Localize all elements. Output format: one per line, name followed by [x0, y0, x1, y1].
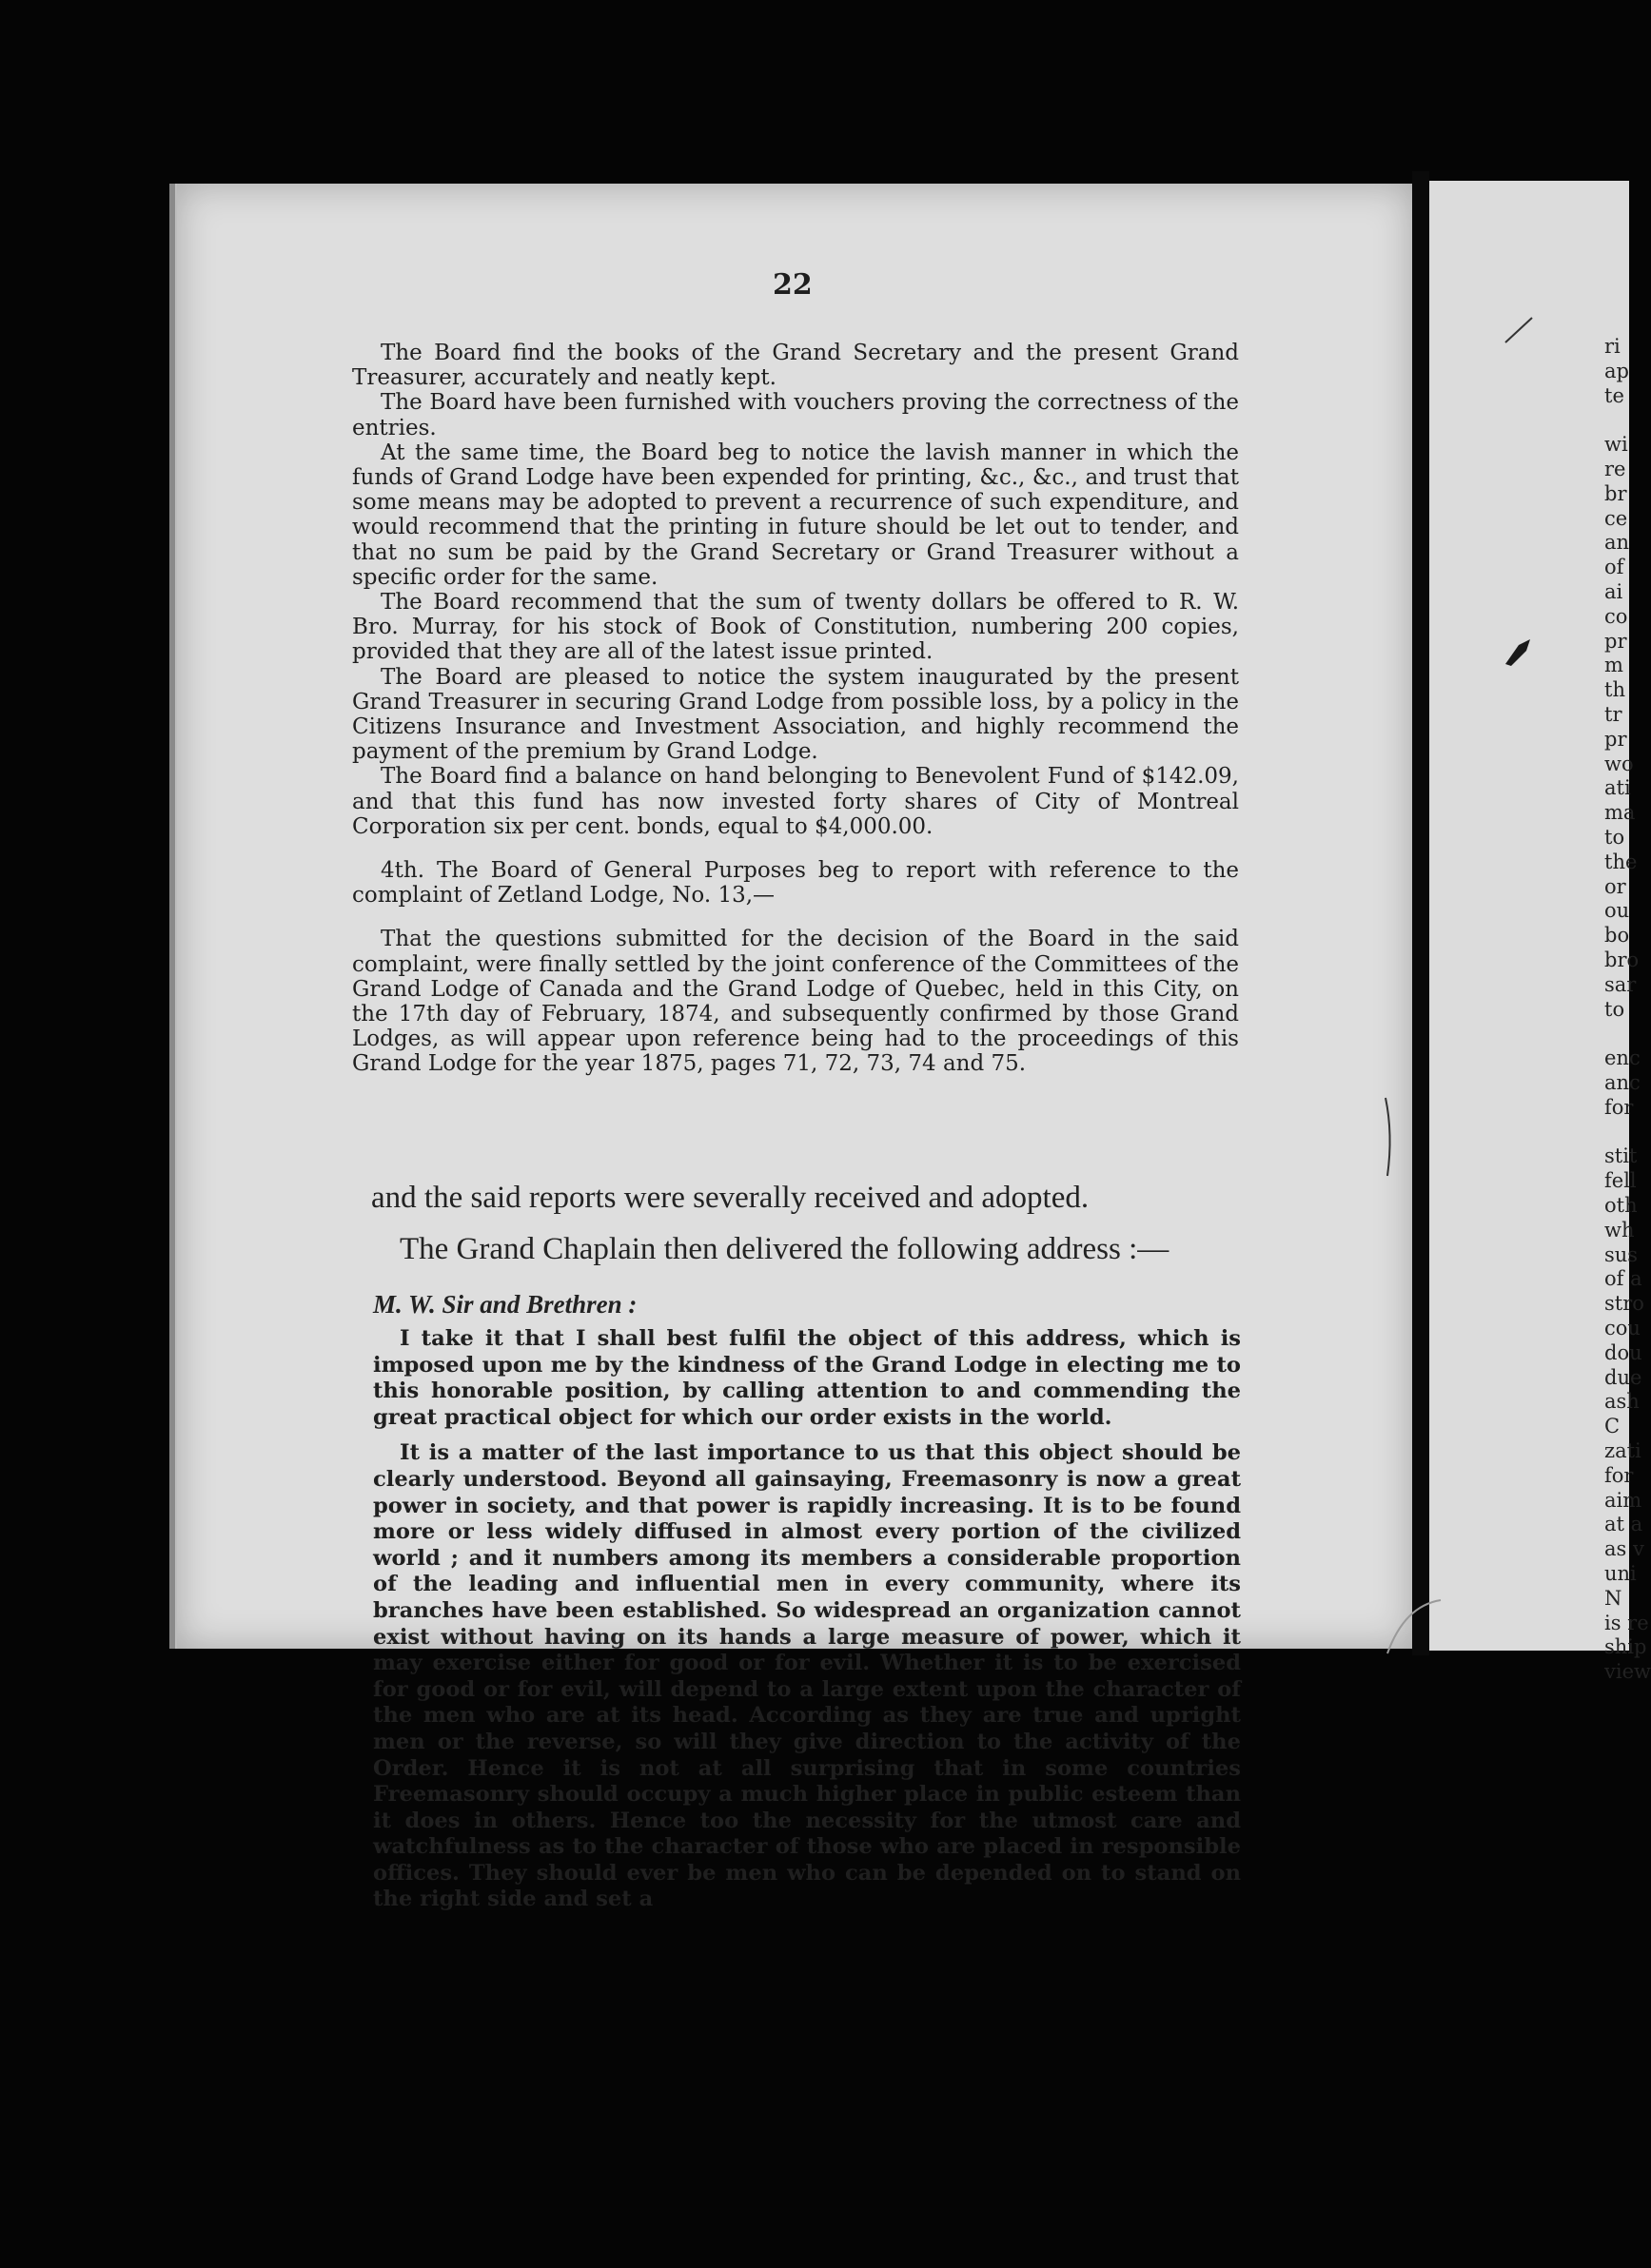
facing-page-fragment: wo	[1604, 752, 1634, 775]
facing-page-fragment: view	[1604, 1660, 1651, 1684]
facing-page-fragment: co	[1604, 604, 1628, 628]
facing-page-fragment: at a	[1604, 1513, 1643, 1536]
facing-page-fragment: anc	[1604, 1071, 1641, 1094]
facing-page	[1429, 181, 1629, 1651]
board-report	[352, 341, 1239, 1077]
facing-page-fragment: is re	[1604, 1611, 1649, 1634]
facing-page-fragment: cou	[1604, 1317, 1641, 1339]
facing-page-fragment: oth	[1604, 1194, 1638, 1217]
facing-page-fragment: aim	[1604, 1488, 1642, 1512]
report-paragraph: The Board find the books of the Grand Secretary and the present Grand Treasurer, accurately and neatly kept.	[352, 341, 1239, 391]
facing-page-fragment: ati	[1604, 776, 1631, 800]
facing-page-fragment: m	[1604, 654, 1623, 677]
facing-page-fragment: ri	[1604, 335, 1621, 358]
facing-page-fragment: ash	[1604, 1390, 1640, 1414]
fourth-item-body: That the questions submitted for the decision of the Board in the said complaint, were finally settled by the joint conference of the Committees of the Grand Lodge of Canada and the Grand Lodge of Quebec, held in this City, on the 17th day of February, 1874, and subsequently confirmed by those Grand Lodges, as will appear upon reference being had to the proceedings of this Grand Lodge for the year 1875, pages 71, 72, 73, 74 and 75.	[352, 927, 1239, 1077]
pencil-stroke-mark	[1504, 316, 1534, 344]
fourth-item-heading: 4th. The Board of General Purposes beg to report with reference to the complaint of Zetland Lodge, No. 13,—	[352, 858, 1239, 909]
facing-page-fragment: as v	[1604, 1537, 1644, 1561]
facing-page-fragment: dou	[1604, 1340, 1642, 1364]
facing-page-fragment: ou	[1604, 899, 1630, 923]
facing-page-fragment: stit	[1604, 1144, 1638, 1168]
facing-page-fragment: bo	[1604, 924, 1630, 948]
page-corner-curl-mark	[1386, 1598, 1443, 1655]
reports-adopted-line: and the said reports were severally received and adopted.	[371, 1181, 1090, 1215]
page-number: 22	[773, 268, 813, 302]
facing-page-fragment: C	[1604, 1415, 1621, 1438]
facing-page-fragment: N	[1604, 1586, 1622, 1610]
facing-page-fragment: of a	[1604, 1267, 1642, 1291]
ink-smudge-mark	[1502, 635, 1536, 670]
facing-page-fragment: or	[1604, 874, 1626, 898]
facing-page-fragment: stro	[1604, 1292, 1644, 1316]
chaplain-address	[373, 1326, 1241, 1913]
report-paragraph: The Board find a balance on hand belonging to Benevolent Fund of $142.09, and that this fund has now invested forty shares of City of Montreal Corporation six per cent. bonds, equal to $4,000.00.	[352, 764, 1239, 839]
facing-page-fragment: sus	[1604, 1242, 1639, 1266]
facing-page-fragment: ship	[1604, 1635, 1647, 1659]
facing-page-fragment: uni	[1604, 1562, 1637, 1585]
facing-page-fragment: sar	[1604, 972, 1637, 996]
facing-page-fragment: to	[1604, 997, 1625, 1021]
facing-page-fragment: pr	[1604, 629, 1627, 653]
report-paragraph: At the same time, the Board beg to notice the lavish manner in which the funds of Grand Lodge have been expended for printing, &c., &c., and trust that some means may be adopted to prevent a recurrence of such expenditure, and would recommend that the printing in future should be let out to tender, and that no sum be paid by the Grand Secretary or Grand Treasurer without a specific order for the same.	[352, 440, 1239, 590]
margin-bracket-mark	[1382, 1096, 1397, 1178]
facing-page-fragment: enc	[1604, 1046, 1641, 1070]
facing-page-fragment: wi	[1604, 433, 1628, 457]
facing-page-fragment: ma	[1604, 801, 1636, 825]
facing-page-fragment: bro	[1604, 948, 1640, 971]
facing-page-fragment: for	[1604, 1463, 1634, 1487]
address-paragraph: I take it that I shall best fulfil the object of this address, which is imposed upon me by the kindness of the Grand Lodge in electing me to this honorable position, by calling attention to and commending the great practical object for which our order exists in the world.	[373, 1326, 1241, 1430]
facing-page-fragment: fell	[1604, 1169, 1637, 1193]
facing-page-fragment: tr	[1604, 703, 1622, 726]
address-salutation: M. W. Sir and Brethren :	[373, 1290, 638, 1319]
facing-page-fragment: th	[1604, 678, 1625, 702]
facing-page-fragment: due	[1604, 1365, 1642, 1389]
facing-page-fragment: of	[1604, 556, 1624, 579]
facing-page-fragment: ap	[1604, 359, 1629, 382]
facing-page-fragment: br	[1604, 481, 1627, 505]
facing-page-fragment: to	[1604, 826, 1625, 849]
facing-page-fragment: ce	[1604, 506, 1628, 530]
address-paragraph: It is a matter of the last importance to us that this object should be clearly understood. Beyond all gainsaying, Freemasonry is now a great power in society, and that power is rapidly increasing. It is to be found more or less widely diffused in almost every portion of the civilized world ; and it numbers among its members a considerable proportion of the leading and influential men in every community, where its branches have been established. So widespread an organization cannot exist without having on its hands a large measure of power, which it may exercise either for good or for evil. Whether it is to be exercised for good or for evil, will depend to a large extent upon the character of the men who are at its head. According as they are true and upright men or the reverse, so will they give direction to the activity of the Order. Hence it is not at all surprising that in some countries Freemasonry should occupy a much higher place in public esteem than it does in others. Hence too the necessity for the utmost care and watchfulness as to the character of those who are placed in responsible offices. They should ever be men who can be depended on to stand on the right side and set a	[373, 1440, 1241, 1912]
facing-page-fragment: wh	[1604, 1218, 1635, 1242]
facing-page-fragment: for	[1604, 1095, 1634, 1119]
facing-page-fragment: te	[1604, 383, 1624, 407]
facing-page-fragment: zati	[1604, 1439, 1641, 1462]
facing-page-fragment: an	[1604, 531, 1630, 555]
book-gutter	[1412, 171, 1429, 1655]
facing-page-fragment: re	[1604, 458, 1626, 480]
facing-page-fragment: ai	[1604, 580, 1623, 603]
report-paragraph: The Board are pleased to notice the system inaugurated by the present Grand Treasurer in securing Grand Lodge from possible loss, by a policy in the Citizens Insurance and Investment Association, and highly recommend the payment of the premium by Grand Lodge.	[352, 664, 1239, 765]
facing-page-fragment: the	[1604, 850, 1638, 873]
chaplain-intro-line: The Grand Chaplain then delivered the following address :—	[400, 1232, 1169, 1266]
facing-page-fragment: pr	[1604, 727, 1627, 751]
report-paragraph: The Board recommend that the sum of twenty dollars be offered to R. W. Bro. Murray, for his stock of Book of Constitution, numbering 200 copies, provided that they are all of the latest issue printed.	[352, 590, 1239, 665]
report-paragraph: The Board have been furnished with vouchers proving the correctness of the entries.	[352, 390, 1239, 440]
